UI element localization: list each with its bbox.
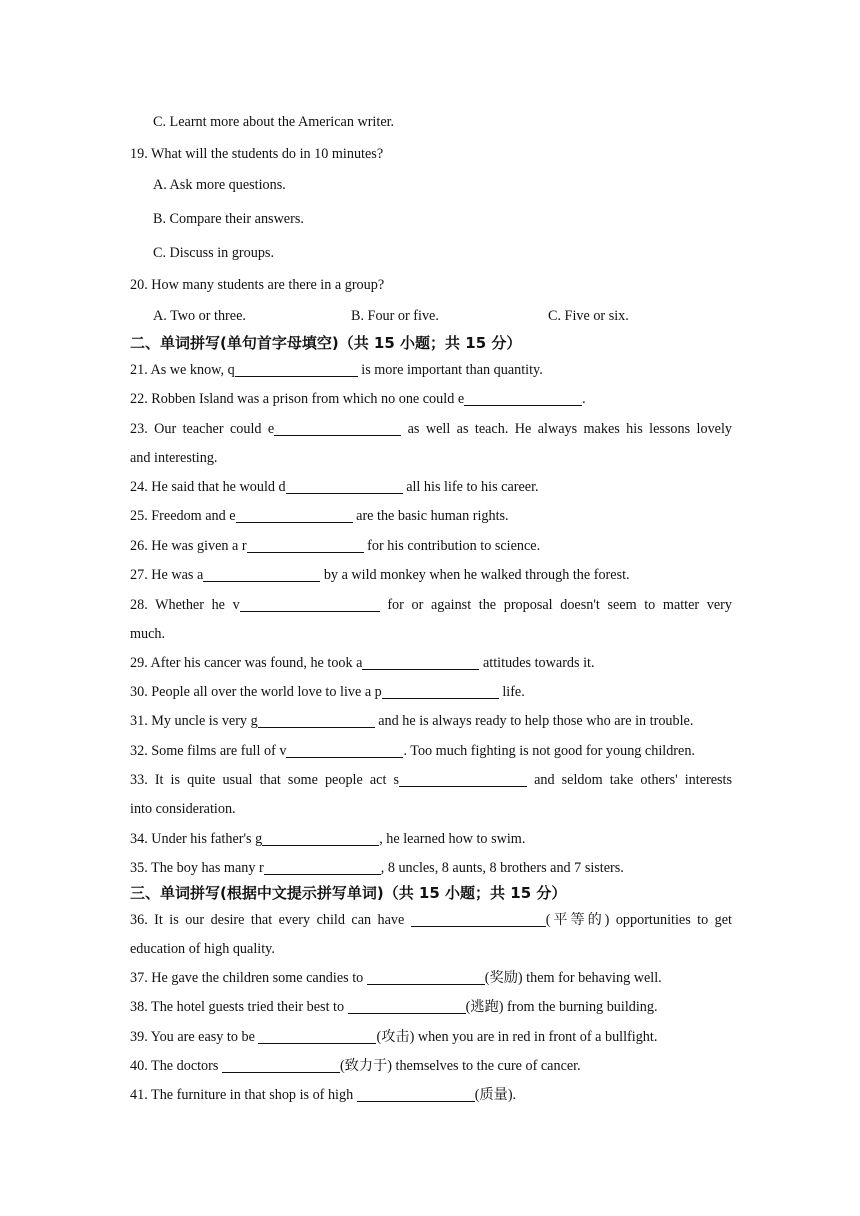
q33: 33. It is quite usual that some people act s and seldom take others' interests: [130, 772, 733, 788]
q26: 26. He was given a r for his contribution to science.: [130, 538, 541, 554]
section2-heading: 二、单词拼写(单句首字母填空)（共 15 小题；共 15 分）: [130, 334, 522, 352]
q23: 23. Our teacher could e as well as teach. He always makes his lessons lovely: [130, 421, 732, 437]
q41: 41. The furniture in that shop is of high (质量).: [130, 1087, 517, 1103]
section3-heading: 三、单词拼写(根据中文提示拼写单词)（共 15 小题；共 15 分）: [130, 884, 567, 902]
q33-continued: into consideration.: [130, 801, 236, 817]
q22: 22. Robben Island was a prison from which no one could e .: [130, 391, 586, 407]
q19-option-b: B. Compare their answers.: [153, 211, 304, 227]
q20-question: 20. How many students are there in a group?: [130, 277, 385, 293]
q28: 28. Whether he v for or against the proposal doesn't seem to matter very: [130, 597, 732, 613]
q19-option-c: C. Discuss in groups.: [153, 245, 274, 261]
q28-continued: much.: [130, 626, 166, 642]
q25: 25. Freedom and e are the basic human rights.: [130, 508, 509, 524]
q39: 39. You are easy to be (攻击) when you are in red in front of a bullfight.: [130, 1029, 658, 1045]
q23-continued: and interesting.: [130, 450, 218, 466]
q40: 40. The doctors (致力于) themselves to the cure of cancer.: [130, 1058, 581, 1074]
q19-option-a: A. Ask more questions.: [153, 177, 286, 193]
q18-option-c: C. Learnt more about the American writer.: [153, 114, 395, 130]
q35: 35. The boy has many r , 8 uncles, 8 aunts, 8 brothers and 7 sisters.: [130, 860, 624, 876]
q20-option-c: C. Five or six.: [548, 308, 629, 324]
q30: 30. People all over the world love to live a p life.: [130, 684, 525, 700]
q21: 21. As we know, q is more important than quantity.: [130, 362, 543, 378]
q24: 24. He said that he would d all his life to his career.: [130, 479, 539, 495]
q34: 34. Under his father's g , he learned how to swim.: [130, 831, 526, 847]
q20-option-a: A. Two or three.: [153, 308, 246, 324]
q36: 36. It is our desire that every child can have (平等的) opportunities to get: [130, 912, 732, 928]
q37: 37. He gave the children some candies to (奖励) them for behaving well.: [130, 970, 662, 986]
q20-option-b: B. Four or five.: [351, 308, 439, 324]
q36-continued: education of high quality.: [130, 941, 275, 957]
q19-question: 19. What will the students do in 10 minutes?: [130, 146, 384, 162]
q27: 27. He was a by a wild monkey when he walked through the forest.: [130, 567, 630, 583]
q32: 32. Some films are full of v . Too much fighting is not good for young children.: [130, 743, 695, 759]
q20-options: [153, 307, 755, 325]
q38: 38. The hotel guests tried their best to (逃跑) from the burning building.: [130, 999, 658, 1015]
q29: 29. After his cancer was found, he took a attitudes towards it.: [130, 655, 595, 671]
q31: 31. My uncle is very g and he is always ready to help those who are in trouble.: [130, 713, 694, 729]
